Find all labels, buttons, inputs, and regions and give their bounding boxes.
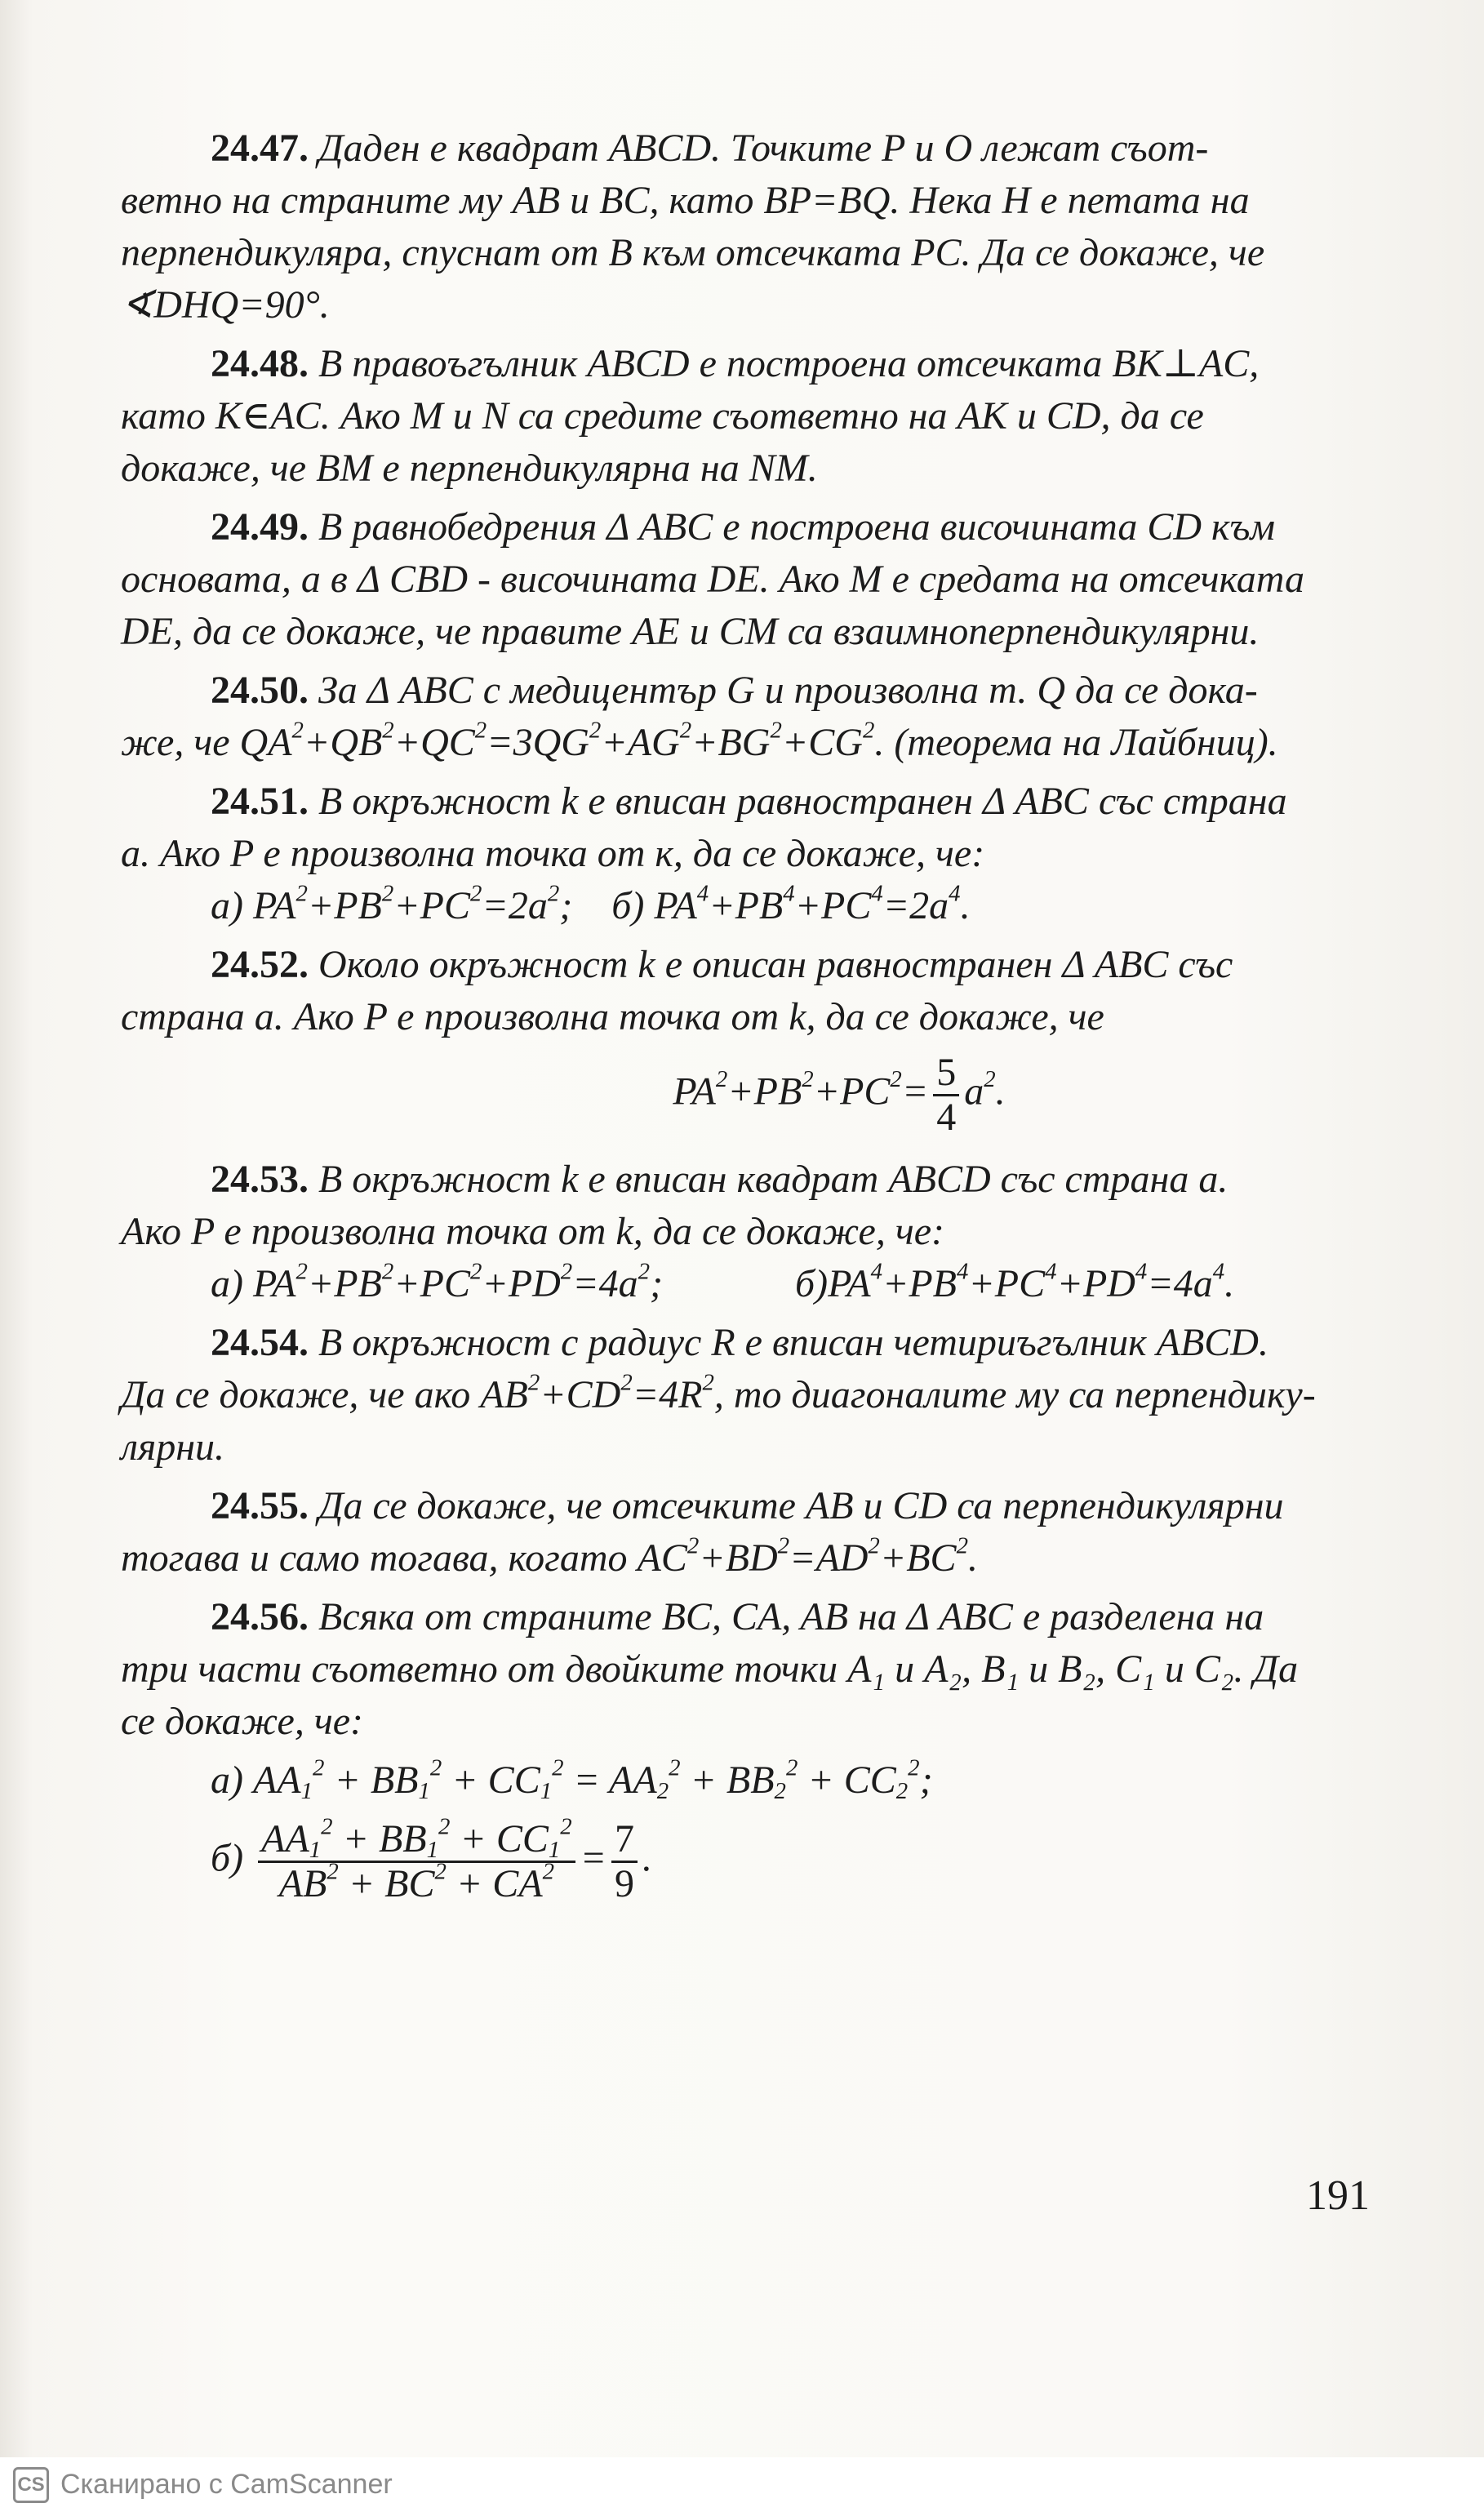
problem-text: ветно на страните му AB и BC, като BP=BQ. Нека H е петата на [121,179,1250,222]
problem-text: Да се докаже, че ако [121,1373,481,1416]
problem-24-49 [121,501,1370,658]
formula: $PA^2+PB^2+PC^2=$ $\frac{5}{4}$ $a^2$. [673,1051,1006,1139]
problem-24-55 [121,1480,1370,1585]
problem-text: то диагоналите му са перпендику- [733,1373,1316,1416]
problem-number: 24.52. [211,943,309,986]
problem-number: 24.48. [211,342,309,385]
problem-number: 24.53. [211,1158,309,1201]
problem-text: За Δ ABC с медицентър G и произволна т. Q да се дока- [318,669,1258,712]
watermark-text: Сканирано с CamScanner [60,2469,393,2500]
problem-text: лярни. [121,1425,225,1469]
problem-text: три части съответно от двойките точки A₁ и A₂, B₁ и B₂, C₁ и C₂. Да [121,1647,1299,1691]
problem-24-54 [121,1317,1370,1474]
problem-number: 24.55. [211,1484,309,1527]
problem-text: В окръжност k е вписан квадрат ABCD със страна a. [318,1158,1229,1201]
problem-text: В окръжност с радиус R е вписан четириъгълник ABCD. [318,1321,1269,1364]
problem-number: 24.54. [211,1321,309,1364]
problem-text: Всяка от страните BC, CA, AB на Δ ABC е разделена на [318,1595,1264,1638]
fraction: $\frac{7}{9}$ [611,1818,638,1905]
problem-text: Ако P е произволна точка от k, да се докаже, че: [121,1210,945,1253]
problem-text: се докаже, че: [121,1700,364,1743]
formula: $QA^2+QB^2+QC^2=3QG^2+AG^2+BG^2+CG^2$. [239,717,895,764]
formula: $AB^2+CD^2=4R^2$, [480,1369,734,1416]
problem-24-51 [121,776,1370,932]
problem-text: перпендикуляра, спуснат от B към отсечката PC. Да се докаже, че [121,231,1265,274]
problem-24-50 [121,665,1370,769]
problem-text: ∢DHQ=90°. [121,283,330,327]
problem-text: DE, да се докаже, че правите AE и CM са взаимноперпендикулярни. [121,610,1260,653]
page-content [121,122,1370,1905]
problem-number: 24.51. [211,780,309,823]
problem-24-53 [121,1154,1370,1310]
problem-text: Около окръжност k е описан равностранен Δ ABC със [318,943,1233,986]
fraction: $\frac{AA_1^2 + BB_1^2 + CC_1^2}{AB^2 + BC^2 + CA^2}$ [258,1818,575,1905]
problem-text: (теорема на Лайбниц). [894,721,1278,764]
problem-24-47 [121,122,1370,331]
problem-text: В равнобедрения Δ ABC е построена височината CD към [318,505,1275,549]
problem-text: же, че [121,721,240,764]
problem-number: 24.50. [211,669,309,712]
item-label: а) [211,884,243,927]
item-label: а) [211,1758,243,1802]
problem-text: основата, а в Δ CBD - височината DE. Ако M е средата на отсечката [121,558,1305,601]
problem-text: докаже, че BM е перпендикулярна на NM. [121,447,818,490]
item-label: б) [211,1836,244,1880]
formula: а) $AA_1^2 + BB_1^2 + CC_1^2 = AA_2^2 + BB_2^2 + CC_2^2$; [211,1754,933,1805]
item-label: а) [211,1262,243,1305]
formula: $AC^2+BD^2=AD^2+BC^2$. [637,1532,978,1580]
fraction: $\frac{5}{4}$ [933,1051,959,1139]
problem-text: тогава и само тогава, когато [121,1536,638,1580]
formula: а) $PA^2+PB^2+PC^2=2a^2$; б) $PA^4+PB^4+PC^4=2a^4$. [211,880,971,927]
page-number: 191 [1306,2172,1370,2219]
problem-text: страна a. Ако P е произволна точка от k, да се докаже, че [121,995,1104,1038]
formula: а) $PA^2+PB^2+PC^2+PD^2=4a^2$; $б)PA^4+PB^4+PC^4+PD^4=4a^4$. [211,1258,1235,1305]
problem-text: Даден е квадрат ABCD. Точките P и O лежат съот- [318,127,1209,170]
problem-24-52 [121,939,1370,1139]
problem-text: В окръжност k е вписан равностранен Δ ABC със страна [318,780,1287,823]
problem-24-48 [121,338,1370,495]
formula: б) $\frac{AA_1^2 + BB_1^2 + CC_1^2}{AB^2 + BC^2 + CA^2}$ = $\frac{7}{9}$ . [211,1813,653,1905]
problem-number: 24.47. [211,127,309,170]
problem-number: 24.49. [211,505,309,549]
item-label: б) [794,1262,829,1305]
problem-number: 24.56. [211,1595,309,1638]
problem-text: a. Ако P е произволна точка от к, да се докаже, че: [121,832,985,875]
scanner-watermark [0,2457,1484,2512]
problem-24-56 [121,1591,1370,1905]
camscanner-logo-icon: CS [13,2467,49,2503]
item-label: б) [611,884,645,927]
problem-text: като K∈AC. Ако M и N са средите съответно на AK и CD, да се [121,394,1204,438]
problem-text: Да се докаже, че отсечките AB и CD са перпендикулярни [318,1484,1284,1527]
problem-text: В правоъгълник ABCD е построена отсечката BK⊥AC, [318,342,1260,385]
